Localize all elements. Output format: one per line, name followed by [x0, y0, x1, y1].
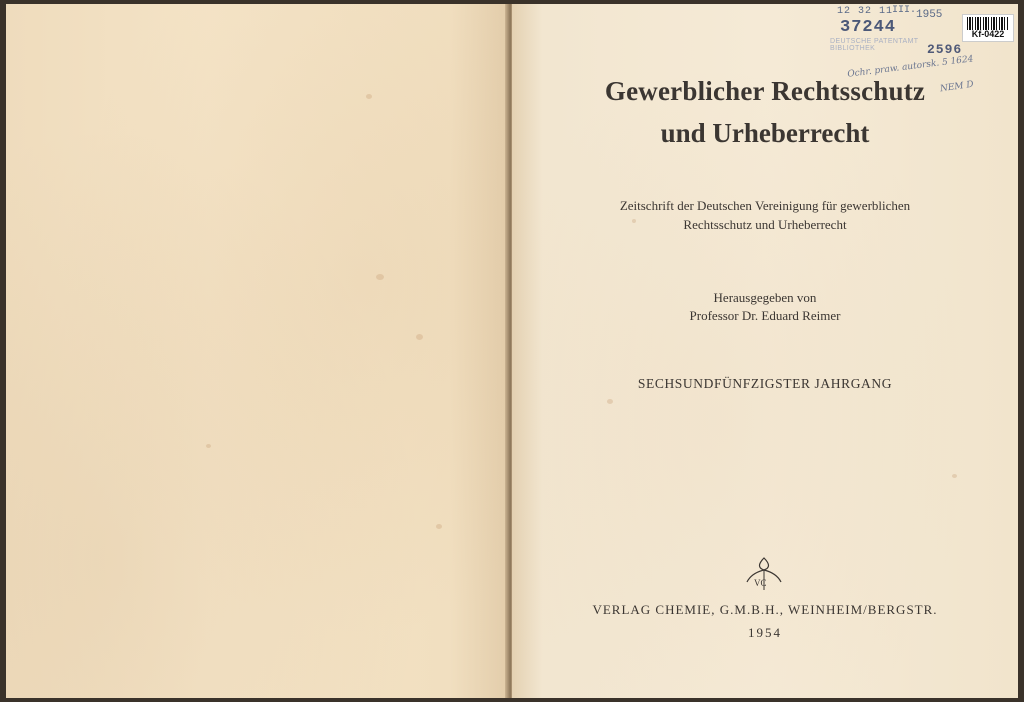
date-stamp: 12 32 11	[837, 6, 894, 17]
date-stamp-month: III.	[892, 5, 917, 16]
barcode-label	[962, 14, 1014, 42]
accession-number-stamp: 37244	[840, 18, 897, 37]
emblem-letters: VC	[754, 578, 767, 588]
subtitle-line-2: Rechtsschutz und Urheberrecht	[683, 217, 847, 232]
subtitle-line-1: Zeitschrift der Deutschen Vereinigung für gewerblichen	[619, 198, 911, 213]
handwritten-note: Ochr. praw. autorsk. 5 1624	[846, 54, 974, 80]
editor-intro: Herausgegeben von	[713, 290, 817, 305]
barcode-text: Kf-0422	[971, 29, 1005, 39]
foxing-spot	[206, 444, 211, 448]
foxing-spot	[376, 274, 384, 280]
library-stamp-faded: DEUTSCHE PATENTAMT BIBLIOTHEK	[830, 38, 919, 52]
foxing-spot	[436, 524, 442, 529]
foxing-spot	[366, 94, 372, 99]
foxing-spot	[607, 399, 613, 404]
publication-year: 1954	[748, 625, 782, 640]
handwritten-note-2: NEM D	[939, 79, 975, 95]
foxing-spot	[416, 334, 423, 340]
foxing-spot	[632, 219, 636, 223]
page-title-line-1: Gewerblicher Rechtsschutz	[604, 76, 926, 106]
shelf-number-stamp: 2596	[927, 42, 963, 57]
volume-label: SECHSUNDFÜNFZIGSTER JAHRGANG	[637, 376, 893, 391]
title-page	[512, 4, 1018, 698]
foxing-spot	[952, 474, 957, 478]
date-stamp-year: 1955	[916, 9, 943, 21]
publisher-emblem-icon	[744, 556, 784, 592]
page-title-line-2: und Urheberrecht	[660, 118, 870, 148]
publisher-line: VERLAG CHEMIE, G.M.B.H., WEINHEIM/BERGSTR.	[592, 602, 938, 617]
left-blank-page	[6, 4, 510, 698]
editor-name: Professor Dr. Eduard Reimer	[689, 308, 841, 323]
